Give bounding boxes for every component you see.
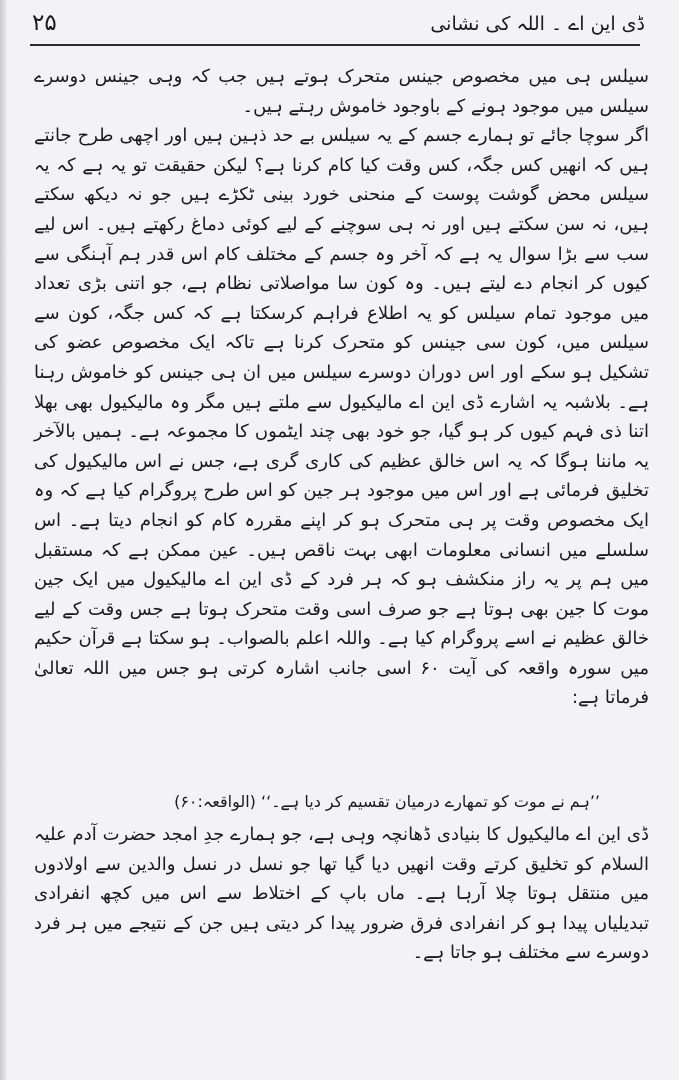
page-header (0, 0, 679, 52)
page-number: ۲۵ (32, 10, 57, 36)
running-title: ڈی این اے ۔ اللہ کی نشانی (430, 13, 645, 35)
paragraph-2: اگر سوچا جائے تو ہمارے جسم کے یہ سیلس بے حد ذہین ہیں اور اچھی طرح جانتے ہیں کہ انھیں کس جگہ، کس وقت کیا کام کرنا ہے؟ لیکن حقیقت تو یہ ہے کہ یہ سیلس محض گوشت پوست کے منحنی خورد بینی ٹکڑے ہیں جو نہ دیکھ سکتے ہیں، نہ سن سکتے ہیں اور نہ ہی سوچنے کے لیے کوئی دماغ رکھتے ہیں۔ اس لیے سب سے بڑا سوال یہ ہے کہ آخر وہ جسم کے مختلف کام اس قدر ہم آہنگی سے کیوں کر انجام دے لیتے ہیں۔ وہ کون سا مواصلاتی نظام ہے، جو اتنی بڑی تعداد میں موجود تمام سیلس کو یہ اطلاع فراہم کرسکتا ہے کہ کس جگہ، کون سے سیلس میں، کون سی جینس کو متحرک کرنا ہے تاکہ ایک مخصوص عضو کی تشکیل ہو سکے اور اس دوران دوسرے سیلس میں ان ہی جینس کو خاموش رہنا ہے۔ بلاشبہ یہ اشارے ڈی این اے مالیکیول سے ملتے ہیں مگر وہ مالیکیول بھی بھلا اتنا ذی فہم کیوں کر ہو گیا، جو خود بھی چند ایٹموں کا مجموعہ ہے۔ ہمیں بالآخر یہ ماننا ہوگا کہ یہ اس خالق عظیم کی کاری گری ہے، جس نے اس مالیکیول کی تخلیق فرمائی ہے اور اس میں موجود ہر جین کو اس طرح پروگرام کیا ہے کہ وہ ایک مخصوص وقت پر ہی متحرک ہو کر اپنے مقررہ کام کو انجام دیتا ہے۔ اس سلسلے میں انسانی معلومات ابھی بہت ناقص ہیں۔ عین ممکن ہے کہ مستقبل میں ہم پر یہ راز منکشف ہو کہ ہر فرد کے ڈی این اے مالیکیول میں ایک جین موت کا جین بھی ہوتا ہے جو صرف اسی وقت متحرک ہوتا ہے جس وقت کے لیے خالق عظیم نے اسے پروگرام کیا ہے۔ واللہ اعلم بالصواب۔ ہو سکتا ہے قرآن حکیم میں سورہ واقعہ کی آیت ۶۰ اسی جانب اشارہ کرتی ہو جس میں اللہ تعالیٰ فرماتا ہے: (34, 125, 649, 709)
main-text-block (34, 62, 649, 713)
header-rule (30, 44, 640, 46)
final-text-block (34, 820, 649, 968)
paragraph-1: سیلس ہی میں مخصوص جینس متحرک ہوتے ہیں جب کہ وہی جینس دوسرے سیلس میں موجود ہونے کے باوجود خاموش رہتے ہیں۔ (34, 66, 649, 117)
page-gutter-shadow (0, 0, 7, 1080)
quranic-quote: ’’ہم نے موت کو تمھارے درمیان تقسیم کر دیا ہے۔‘‘ (الواقعہ:۶۰) (174, 792, 600, 811)
paragraph-3: ڈی این اے مالیکیول کا بنیادی ڈھانچہ وہی ہے، جو ہمارے جدِ امجد حضرت آدم علیہ السلام کو تخلیق کرتے وقت انھیں دیا گیا تھا جو نسل در نسل والدین سے اولادوں میں منتقل ہوتا چلا آرہا ہے۔ ماں باپ کے اختلاط سے اس میں کچھ انفرادی تبدیلیاں پیدا ہو کر انفرادی فرق ضرور پیدا کر دیتی ہیں جن کے نتیجے میں ہر فرد دوسرے سے مختلف ہو جاتا ہے۔ (34, 824, 649, 964)
